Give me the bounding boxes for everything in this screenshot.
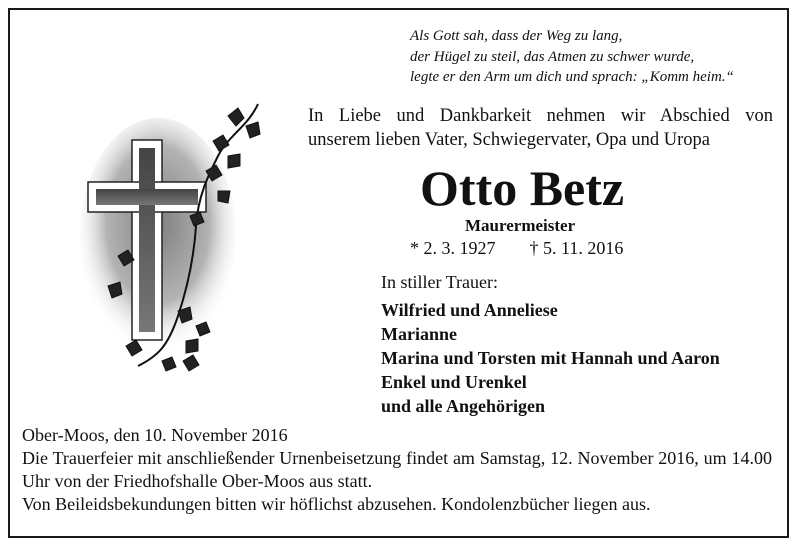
poem-line: Als Gott sah, dass der Weg zu lang,: [410, 28, 623, 44]
intro-text: [308, 104, 773, 152]
death-date: † 5. 11. 2016: [529, 238, 624, 258]
mourners-label: In stiller Trauer:: [381, 272, 498, 292]
poem-line: legte er den Arm um dich und sprach: „Komm heim.“: [410, 69, 734, 85]
intro-line: In Liebe und Dankbarkeit nehmen wir Abschied von: [308, 106, 773, 126]
poem-line: der Hügel zu steil, das Atmen zu schwer wurde,: [410, 48, 695, 65]
footer-text: [22, 424, 772, 516]
condolence-notice: Von Beileidsbekundungen bitten wir höflichst abzusehen. Kondolenzbücher liegen aus.: [22, 494, 651, 514]
mourner-entry: Marianne: [381, 324, 457, 344]
birth-date: * 2. 3. 1927: [410, 238, 496, 258]
life-dates: [410, 238, 623, 259]
deceased-title: Maurermeister: [465, 216, 576, 235]
poem: [410, 26, 734, 88]
mourner-entry: Marina und Torsten mit Hannah und Aaron: [381, 348, 720, 368]
intro-line: unserem lieben Vater, Schwiegervater, Opa und Uropa: [308, 130, 710, 150]
mourner-entry: Enkel und Urenkel: [381, 372, 527, 392]
funeral-notice: Die Trauerfeier mit anschließender Urnenbeisetzung findet am Samstag, 12. November 2016, um 14.00 Uhr von der Friedhofshalle Ober-Moos aus statt.: [22, 448, 772, 491]
cross-with-ivy-icon: [78, 96, 278, 386]
place-date: Ober-Moos, den 10. November 2016: [22, 425, 288, 445]
deceased-name: Otto Betz: [420, 160, 625, 216]
mourner-entry: und alle Angehörigen: [381, 396, 546, 416]
mourner-entry: Wilfried und Anneliese: [381, 300, 558, 320]
mourners-list: [381, 298, 720, 418]
